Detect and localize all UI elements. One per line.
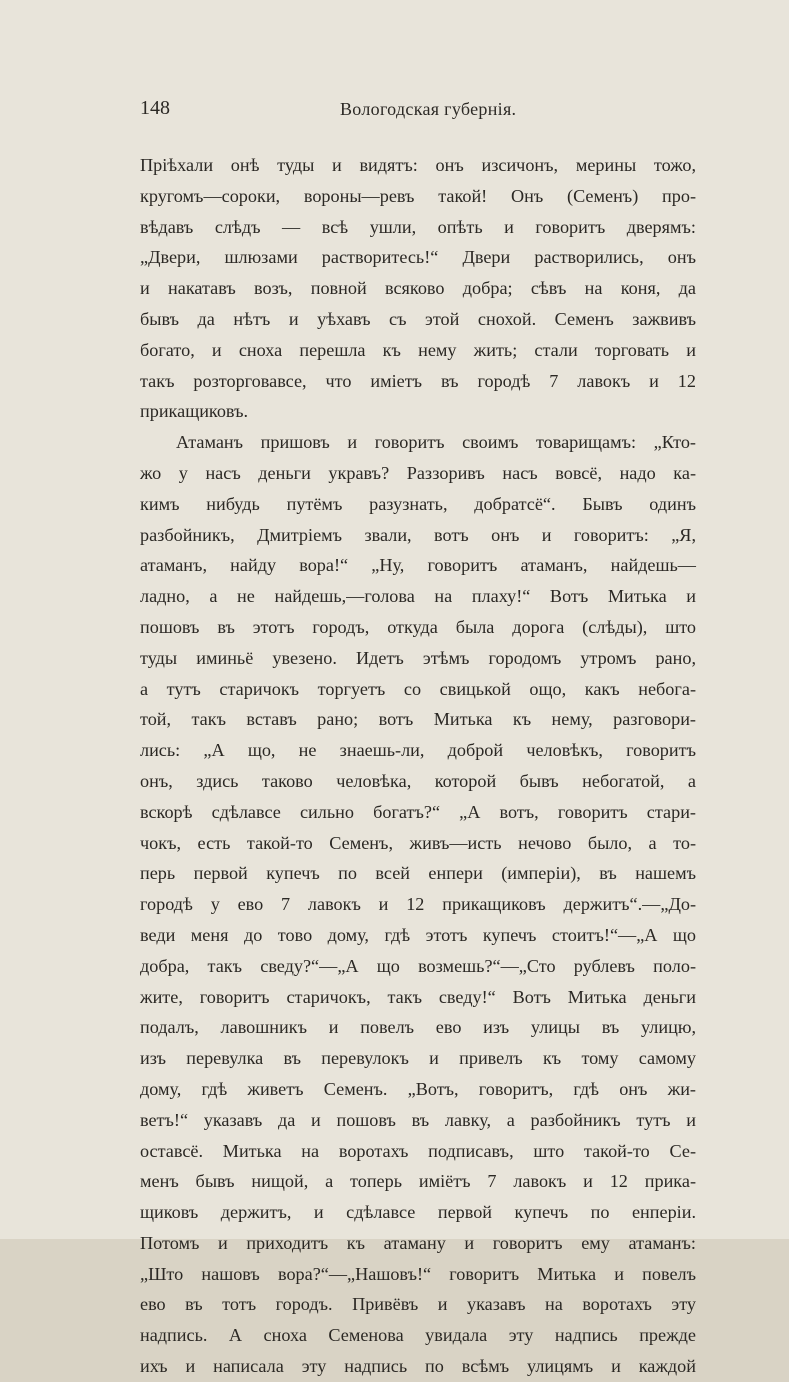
text-line: Пріѣхали онѣ туды и видятъ: онъ изсичонъ, мерины тожо, (140, 155, 696, 175)
text-line: кругомъ—сороки, вороны—ревъ такой! Онъ (Семенъ) про- (140, 185, 696, 206)
text-line: изъ перевулка въ перевулокъ и привелъ къ тому самому (140, 1048, 696, 1069)
text-line: надпись. А сноха Семенова увидала эту надпись прежде (140, 1325, 696, 1346)
text-line: разбойникъ, Дмитріемъ звали, вотъ онъ и говоритъ: „Я, (140, 524, 696, 545)
text-line: лись: „А що, не знаешь-ли, доброй человѣкъ, говоритъ (140, 740, 696, 761)
text-line: прикащиковъ. (140, 401, 249, 422)
text-line: туды иминьё увезено. Идетъ этѣмъ городомъ утромъ рано, (140, 647, 696, 668)
text-line: перь первой купечъ по всей енпери (имперіи), въ нашемъ (140, 863, 696, 884)
text-line: „Двери, шлюзами растворитесь!“ Двери растворились, онъ (140, 247, 696, 268)
text-line: онъ, здись таково человѣка, которой бывъ небогатой, а (140, 770, 696, 791)
text-line: оставсё. Митька на воротахъ подписавъ, што такой-то Се- (140, 1140, 696, 1161)
text-line: „Што нашовъ вора?“—„Нашовъ!“ говоритъ Митька и повелъ (140, 1263, 696, 1284)
text-line: бывъ да нѣтъ и уѣхавъ съ этой снохой. Семенъ зажвивъ (140, 308, 696, 329)
text-line: Атаманъ пришовъ и говоритъ своимъ товарищамъ: „Кто- (176, 432, 696, 453)
text-line: жите, говоритъ старичокъ, такъ сведу!“ Вотъ Митька деньги (140, 986, 696, 1007)
text-line: городѣ у ево 7 лавокъ и 12 прикащиковъ держитъ“.—„До- (140, 894, 696, 915)
text-line: и накатавъ возъ, повной всяково добра; сѣвъ на коня, да (140, 278, 696, 299)
text-line: пошовъ въ этотъ городъ, откуда была дорога (слѣды), што (140, 616, 696, 637)
text-line: подалъ, лавошникъ и повелъ ево изъ улицы въ улицю, (140, 1017, 696, 1038)
text-line: жо у насъ деньги укравъ? Раззоривъ насъ вовсё, надо ка- (140, 462, 696, 483)
text-line: той, такъ вставъ рано; вотъ Митька къ нему, разговори- (140, 709, 696, 730)
body-text (140, 150, 696, 1382)
text-line: ихъ и написала эту надпись по всѣмъ улицямъ и каждой (140, 1356, 696, 1377)
text-line: веди меня до тово дому, гдѣ этотъ купечъ стоитъ!“—„А що (140, 924, 696, 945)
text-line: менъ бывъ нищой, а топерь иміётъ 7 лавокъ и 12 прика- (140, 1171, 696, 1192)
text-line: ладно, а не найдешь,—голова на плаху!“ Вотъ Митька и (140, 586, 696, 607)
text-line: чокъ, есть такой-то Семенъ, живъ—исть нечово было, а то- (140, 832, 696, 853)
text-line: атаманъ, найду вора!“ „Ну, говоритъ атаманъ, найдешь— (140, 555, 696, 576)
text-line: кимъ нибудь путёмъ разузнать, добратсё“. Бывъ одинъ (140, 493, 696, 514)
running-title: Вологодская губернія. (340, 99, 517, 119)
text-line: ево въ тотъ городъ. Привёвъ и указавъ на воротахъ эту (140, 1294, 696, 1315)
text-line: дому, гдѣ живетъ Семенъ. „Вотъ, говоритъ, гдѣ онъ жи- (140, 1078, 696, 1099)
text-line: добра, такъ сведу?“—„А що возмешь?“—„Сто рублевъ поло- (140, 955, 696, 976)
page-header (140, 97, 712, 127)
text-line: Потомъ и приходитъ къ атаману и говоритъ ему атаманъ: (140, 1232, 696, 1253)
text-line: а тутъ старичокъ торгуетъ со свицькой ощо, какъ небога- (140, 678, 696, 699)
text-line: вскорѣ сдѣлавсе сильно богатъ?“ „А вотъ, говоритъ стари- (140, 801, 696, 822)
page-number: 148 (140, 97, 170, 119)
text-line: такъ розторговавсе, что иміетъ въ городѣ 7 лавокъ и 12 (140, 370, 696, 391)
text-line: щиковъ держитъ, и сдѣлавсе первой купечъ по енперіи. (140, 1202, 696, 1223)
text-line: вѣдавъ слѣдъ — всѣ ушли, опѣть и говоритъ дверямъ: (140, 216, 696, 237)
text-line: ветъ!“ указавъ да и пошовъ въ лавку, а разбойникъ тутъ и (140, 1109, 696, 1130)
text-line: богато, и сноха перешла къ нему жить; стали торговать и (140, 339, 696, 360)
